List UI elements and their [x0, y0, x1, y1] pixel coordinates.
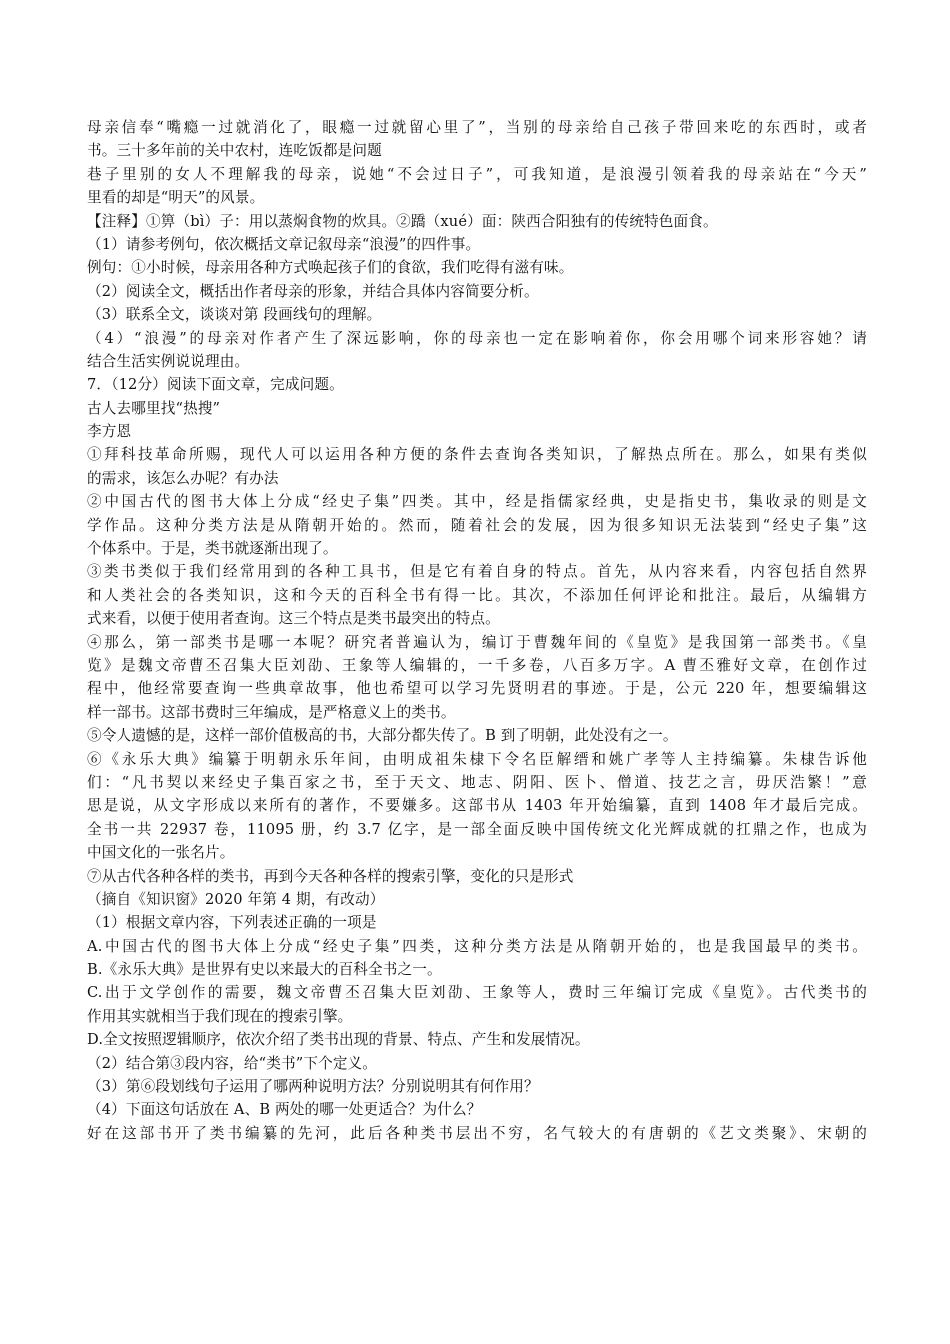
- text-line: （4）下面这句话放在 A、B 两处的哪一处更适合？为什么？: [87, 1101, 482, 1119]
- text-line: 7．（12分）阅读下面文章，完成问题。: [87, 376, 344, 394]
- text-line: C.出于文学创作的需要，魏文帝曹丕召集大臣刘劭、王象等人，费时三年编订完成《皇览》。古代类书的: [87, 984, 867, 1002]
- text-line: 好在这部书开了类书编纂的先河，此后各种类书层出不穷，名气较大的有唐朝的《艺文类聚》、宋朝的: [87, 1124, 867, 1142]
- text-line: （2）阅读全文，概括出作者母亲的形象，并结合具体内容简要分析。: [87, 282, 539, 300]
- text-line: ③类书类似于我们经常用到的各种工具书，但是它有着自身的特点。首先，从内容来看，内容包括自然界: [87, 563, 867, 581]
- text-line: 和人类社会的各类知识，这和今天的百科全书有得一比。其次，不添加任何评论和批注。最后，从编辑方: [87, 586, 867, 604]
- text-line: 例句：①小时候，母亲用各种方式唤起孩子们的食欲，我们吃得有滋有味。: [87, 259, 574, 277]
- text-line: （3）第⑥段划线句子运用了哪两种说明方法？分别说明其有何作用？: [87, 1078, 539, 1096]
- text-line: （2）结合第③段内容，给“类书”下个定义。: [87, 1054, 378, 1072]
- text-line: 思是说，从文字形成以来所有的著作，不要嫌多。这部书从 1403 年开始编纂，直到 1408 年才最后完成。: [87, 797, 867, 815]
- text-line: ①拜科技革命所赐，现代人可以运用各种方便的条件去查询各类知识，了解热点所在。那么，如果有类似: [87, 446, 867, 464]
- text-line: 书。三十多年前的关中农村，连吃饭都是问题: [87, 142, 382, 160]
- text-line: 览》是魏文帝曹丕召集大臣刘劭、王象等人编辑的，一千多卷，八百多万字。A 曹丕雅好文章，在创作过: [87, 656, 867, 674]
- text-line: 中国文化的一张名片。: [87, 844, 235, 862]
- text-line: 巷子里别的女人不理解我的母亲，说她“不会过日子”，可我知道，是浪漫引领着我的母亲站在“今天”: [87, 165, 867, 183]
- text-line: 样一部书。这部书费时三年编成，是严格意义上的类书。: [87, 703, 456, 721]
- text-line: 的需求，该怎么办呢？有办法: [87, 469, 279, 487]
- text-line: （1）请参考例句，依次概括文章记叙母亲“浪漫”的四件事。: [87, 235, 481, 253]
- text-line: （4）“浪漫”的母亲对作者产生了深远影响，你的母亲也一定在影响着你，你会用哪个词来形容她？请: [87, 329, 867, 347]
- text-line: ⑦从古代各种各样的类书，再到今天各种各样的搜索引擎，变化的只是形式: [87, 867, 574, 885]
- text-line: （摘自《知识窗》2020 年第 4 期，有改动）: [87, 890, 385, 908]
- text-line: 里看的却是“明天”的风景。: [87, 189, 265, 207]
- text-line: 李方恩: [87, 423, 132, 441]
- text-line: 学作品。这种分类方法是从隋朝开始的。然而，随着社会的发展，因为很多知识无法装到“经史子集”这: [87, 516, 867, 534]
- text-line: （1）根据文章内容，下列表述正确的一项是: [87, 914, 377, 932]
- text-line: 全书一共 22937 卷，11095 册，约 3.7 亿字，是一部全面反映中国传统文化光辉成就的扛鼎之作，也成为: [87, 820, 867, 838]
- document-page: [87, 116, 867, 1145]
- text-line: ⑥《永乐大典》编纂于明朝永乐年间，由明成祖朱棣下令名臣解缙和姚广孝等人主持编纂。朱棣告诉他: [87, 750, 867, 768]
- text-line: A.中国古代的图书大体上分成“经史子集”四类，这种分类方法是从隋朝开始的，也是我国最早的类书。: [87, 937, 867, 955]
- text-line: ④那么，第一部类书是哪一本呢？研究者普遍认为，编订于曹魏年间的《皇览》是我国第一部类书。《皇: [87, 633, 867, 651]
- text-line: 们：“凡书契以来经史子集百家之书，至于天文、地志、阴阳、医卜、僧道、技艺之言，毋厌浩繁！”意: [87, 773, 867, 791]
- text-line: 作用其实就相当于我们现在的搜索引擎。: [87, 1007, 353, 1025]
- text-line: ②中国古代的图书大体上分成“经史子集”四类。其中，经是指儒家经典，史是指史书，集收录的则是文: [87, 493, 867, 511]
- text-line: D.全文按照逻辑顺序，依次介绍了类书出现的背景、特点、产生和发展情况。: [87, 1031, 590, 1049]
- text-line: （3）联系全文，谈谈对第 段画线句的理解。: [87, 306, 382, 324]
- text-line: 程中，他经常要查询一些典章故事，他也希望可以学习先贤明君的事迹。于是，公元 220 年，想要编辑这: [87, 680, 867, 698]
- text-line: 母亲信奉“嘴瘾一过就消化了，眼瘾一过就留心里了”，当别的母亲给自己孩子带回来吃的东西时，或者: [87, 119, 867, 136]
- text-line: 【注释】①箅（bì）子：用以蒸焖食物的炊具。②蹻（xué）面：陕西合阳独有的传统特色面食。: [87, 212, 718, 230]
- text-line: 式来看，以便于使用者查询。这三个特点是类书最突出的特点。: [87, 610, 500, 628]
- text-line: 个体系中。于是，类书就逐渐出现了。: [87, 540, 338, 558]
- text-line: 结合生活实例说说理由。: [87, 352, 250, 370]
- text-line: B.《永乐大典》是世界有史以来最大的百科全书之一。: [87, 961, 442, 979]
- text-line: ⑤令人遗憾的是，这样一部价值极高的书，大部分都失传了。B 到了明朝，此处没有之一。: [87, 727, 678, 745]
- text-line: 古人去哪里找“热搜”: [87, 399, 221, 417]
